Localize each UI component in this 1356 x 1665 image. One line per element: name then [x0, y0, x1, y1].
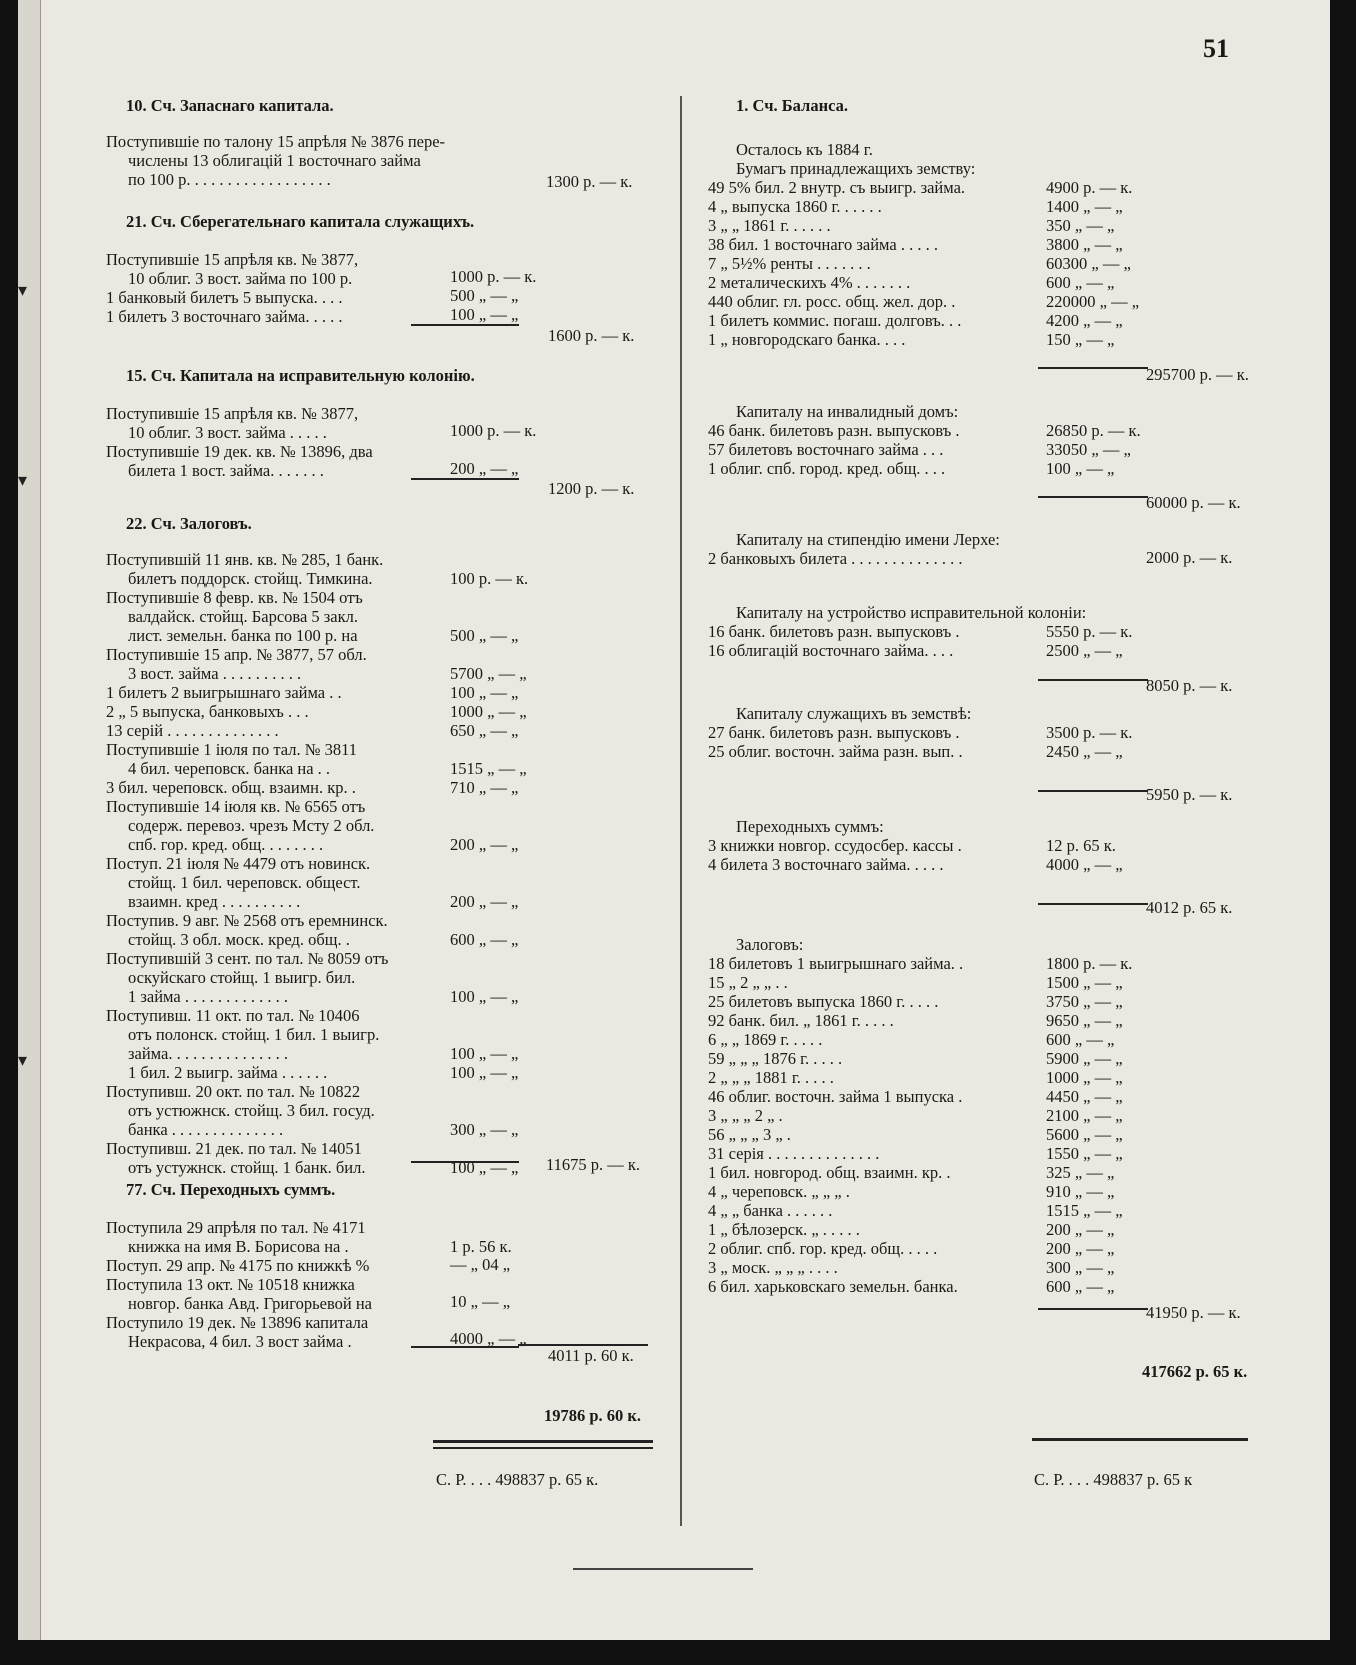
amount: 200 „ — „ [1046, 1239, 1115, 1258]
sum-rule [411, 1346, 519, 1348]
block-heading: Переходныхъ суммъ: [736, 817, 884, 836]
section-title: 77. Сч. Переходныхъ суммъ. [126, 1180, 336, 1199]
entry-line: 1 билетъ 2 выигрышнаго займа . . [106, 683, 342, 702]
amount: 1550 „ — „ [1046, 1144, 1123, 1163]
cr-line: С. Р. . . . 498837 р. 65 к. [436, 1470, 599, 1489]
amount: 500 „ — „ [450, 626, 519, 645]
amount: 100 р. — к. [450, 569, 529, 588]
amount: — „ 04 „ [450, 1255, 511, 1274]
amount: 9650 „ — „ [1046, 1011, 1123, 1030]
entry-line: Некрасова, 4 бил. 3 вост займа . [128, 1332, 352, 1351]
balance-row: 92 банк. бил. „ 1861 г. . . . . [708, 1011, 894, 1030]
entry-line: Поступ. 21 іюля № 4479 отъ новинск. [106, 854, 371, 873]
section-total: 1300 р. — к. [546, 172, 633, 191]
balance-row: 2 банковыхъ билета . . . . . . . . . . . . . . [708, 549, 963, 568]
entry-line: книжка на имя В. Борисова на . [128, 1237, 349, 1256]
block-total: 5950 р. — к. [1146, 785, 1233, 804]
entry-line: 10 облиг. 3 вост. займа по 100 р. [128, 269, 353, 288]
entry-line: 1 банковый билетъ 5 выпуска. . . . [106, 288, 343, 307]
sum-rule [518, 1344, 648, 1346]
amount: 200 „ — „ [450, 835, 519, 854]
entry-line: отъ полонск. стойщ. 1 бил. 1 выигр. [128, 1025, 380, 1044]
balance-row: 3 „ „ 1861 г. . . . . . [708, 216, 831, 235]
amount: 1800 р. — к. [1046, 954, 1133, 973]
amount: 1515 „ — „ [450, 759, 527, 778]
entry-line: числены 13 облигацій 1 восточнаго займа [128, 151, 421, 170]
entry-line: Поступила 29 апрѣля по тал. № 4171 [106, 1218, 366, 1237]
sum-rule [1038, 367, 1148, 369]
amount: 5600 „ — „ [1046, 1125, 1123, 1144]
entry-line: Поступившій 11 янв. кв. № 285, 1 банк. [106, 550, 384, 569]
entry-line: 3 бил. череповск. общ. взаимн. кр. . [106, 778, 356, 797]
footer-rule [573, 1568, 753, 1570]
amount: 1515 „ — „ [1046, 1201, 1123, 1220]
entry-line: займа. . . . . . . . . . . . . . . [128, 1044, 288, 1063]
amount: 710 „ — „ [450, 778, 519, 797]
entry-line: Поступ. 29 апр. № 4175 по книжкѣ % [106, 1256, 370, 1275]
entry-line: Поступившіе 15 апрѣля кв. № 3877, [106, 250, 359, 269]
amount: 4000 „ — „ [1046, 855, 1123, 874]
balance-row: 2 „ „ „ 1881 г. . . . . [708, 1068, 834, 1087]
section-total: 4011 р. 60 к. [548, 1346, 634, 1365]
sum-rule [1038, 679, 1148, 681]
entry-line: 13 серій . . . . . . . . . . . . . . [106, 721, 279, 740]
amount: 2450 „ — „ [1046, 742, 1123, 761]
block-heading: Осталось къ 1884 г. [736, 140, 873, 159]
balance-row: 46 облиг. восточн. займа 1 выпуска . [708, 1087, 963, 1106]
amount: 3750 „ — „ [1046, 992, 1123, 1011]
amount: 200 „ — „ [450, 892, 519, 911]
balance-row: 1 билетъ коммис. погаш. долговъ. . . [708, 311, 962, 330]
amount: 600 „ — „ [1046, 273, 1115, 292]
balance-row: 3 „ „ „ 2 „ . [708, 1106, 783, 1125]
entry-line: Поступивш. 11 окт. по тал. № 10406 [106, 1006, 360, 1025]
entry-line: по 100 р. . . . . . . . . . . . . . . . . . [128, 170, 331, 189]
cr-line: С. Р. . . . 498837 р. 65 к [1034, 1470, 1193, 1489]
entry-line: лист. земельн. банка по 100 р. на [128, 626, 358, 645]
amount: 3500 р. — к. [1046, 723, 1133, 742]
block-total: 8050 р. — к. [1146, 676, 1233, 695]
amount: 1000 р. — к. [450, 421, 537, 440]
entry-line: оскуйскаго стойщ. 1 выигр. бил. [128, 968, 356, 987]
amount: 300 „ — „ [1046, 1258, 1115, 1277]
sum-rule [433, 1440, 653, 1443]
binding-mark: ▾ [18, 280, 28, 300]
balance-row: 31 серія . . . . . . . . . . . . . . [708, 1144, 880, 1163]
amount: 2500 „ — „ [1046, 641, 1123, 660]
entry-line: содерж. перевоз. чрезъ Мсту 2 обл. [128, 816, 375, 835]
balance-row: 46 банк. билетовъ разн. выпусковъ . [708, 421, 960, 440]
block-heading: Бумагъ принадлежащихъ земству: [736, 159, 976, 178]
entry-line: 3 вост. займа . . . . . . . . . . [128, 664, 302, 683]
balance-row: 18 билетовъ 1 выигрышнаго займа. . [708, 954, 964, 973]
block-heading: Капиталу служащихъ въ земствѣ: [736, 704, 972, 723]
entry-line: 1 билетъ 3 восточнаго займа. . . . . [106, 307, 343, 326]
section-title: 10. Сч. Запаснаго капитала. [126, 96, 334, 115]
amount: 60300 „ — „ [1046, 254, 1131, 273]
entry-line: взаимн. кред . . . . . . . . . . [128, 892, 301, 911]
amount: 1400 „ — „ [1046, 197, 1123, 216]
block-heading: Капиталу на инвалидный домъ: [736, 402, 959, 421]
entry-line: Поступившіе 8 февр. кв. № 1504 отъ [106, 588, 363, 607]
entry-line: Поступило 19 дек. № 13896 капитала [106, 1313, 369, 1332]
entry-line: Поступила 13 окт. № 10518 книжка [106, 1275, 355, 1294]
entry-line: банка . . . . . . . . . . . . . . [128, 1120, 284, 1139]
section-title: 1. Сч. Баланса. [736, 96, 848, 115]
balance-row: 27 банк. билетовъ разн. выпусковъ . [708, 723, 960, 742]
amount: 4000 „ — „ [450, 1329, 527, 1348]
entry-line: отъ устужнск. стойщ. 1 банк. бил. [128, 1158, 366, 1177]
amount: 2100 „ — „ [1046, 1106, 1123, 1125]
amount: 910 „ — „ [1046, 1182, 1115, 1201]
entry-line: билета 1 вост. займа. . . . . . . [128, 461, 324, 480]
balance-row: 59 „ „ „ 1876 г. . . . . [708, 1049, 843, 1068]
amount: 26850 р. — к. [1046, 421, 1141, 440]
binding-mark: ▾ [18, 470, 28, 490]
binding-edge [18, 0, 41, 1640]
amount: 100 „ — „ [450, 683, 519, 702]
amount: 350 „ — „ [1046, 216, 1115, 235]
amount: 1500 „ — „ [1046, 973, 1123, 992]
entry-line: Поступивш. 20 окт. по тал. № 10822 [106, 1082, 361, 1101]
balance-row: 4 „ „ банка . . . . . . [708, 1201, 833, 1220]
entry-line: Поступив. 9 авг. № 2568 отъ еремнинск. [106, 911, 388, 930]
grand-total: 19786 р. 60 к. [544, 1406, 642, 1425]
entry-line: Поступившіе 19 дек. кв. № 13896, два [106, 442, 373, 461]
sum-rule [411, 1161, 519, 1163]
entry-line: Поступившіе 15 апр. № 3877, 57 обл. [106, 645, 367, 664]
amount: 1000 „ — „ [1046, 1068, 1123, 1087]
entry-line: новгор. банка Авд. Григорьевой на [128, 1294, 373, 1313]
section-total: 11675 р. — к. [546, 1155, 641, 1174]
amount: 100 „ — „ [1046, 459, 1115, 478]
amount: 220000 „ — „ [1046, 292, 1140, 311]
amount: 325 „ — „ [1046, 1163, 1115, 1182]
block-total: 295700 р. — к. [1146, 365, 1249, 384]
amount: 300 „ — „ [450, 1120, 519, 1139]
amount: 100 „ — „ [450, 1063, 519, 1082]
balance-row: 56 „ „ „ 3 „ . [708, 1125, 791, 1144]
amount: 100 „ — „ [450, 1158, 519, 1177]
amount: 150 „ — „ [1046, 330, 1115, 349]
entry-line: 10 облиг. 3 вост. займа . . . . . [128, 423, 327, 442]
sum-rule [433, 1447, 653, 1449]
sum-rule [411, 324, 519, 326]
section-title: 22. Сч. Залоговъ. [126, 514, 252, 533]
balance-row: 2 металическихъ 4% . . . . . . . [708, 273, 911, 292]
sum-rule [411, 478, 519, 480]
entry-line: Поступивш. 21 дек. по тал. № 14051 [106, 1139, 362, 1158]
block-total: 41950 р. — к. [1146, 1303, 1241, 1322]
entry-line: спб. гор. кред. общ. . . . . . . . [128, 835, 324, 854]
entry-line: стойщ. 3 обл. моск. кред. общ. . [128, 930, 350, 949]
amount: 5550 р. — к. [1046, 622, 1133, 641]
amount: 1000 р. — к. [450, 267, 537, 286]
balance-row: 49 5% бил. 2 внутр. съ выигр. займа. [708, 178, 966, 197]
balance-row: 1 бил. новгород. общ. взаимн. кр. . [708, 1163, 951, 1182]
balance-row: 440 облиг. гл. росс. общ. жел. дор. . [708, 292, 956, 311]
page [18, 0, 1330, 1640]
amount: 10 „ — „ [450, 1292, 511, 1311]
balance-row: 6 бил. харьковскаго земельн. банка. [708, 1277, 958, 1296]
entry-line: билетъ поддорск. стойщ. Тимкина. [128, 569, 373, 588]
block-heading: Залоговъ: [736, 935, 804, 954]
block-heading: Капиталу на стипендію имени Лерхе: [736, 530, 1000, 549]
balance-row: 3 книжки новгор. ссудосбер. кассы . [708, 836, 962, 855]
balance-row: 1 „ бѣлозерск. „ . . . . . [708, 1220, 860, 1239]
balance-row: 6 „ „ 1869 г. . . . . [708, 1030, 823, 1049]
sum-rule [1038, 790, 1148, 792]
amount: 4450 „ — „ [1046, 1087, 1123, 1106]
amount: 5700 „ — „ [450, 664, 527, 683]
balance-row: 38 бил. 1 восточнаго займа . . . . . [708, 235, 938, 254]
amount: 600 „ — „ [1046, 1030, 1115, 1049]
amount: 1 р. 56 к. [450, 1237, 512, 1256]
entry-line: 4 бил. череповск. банка на . . [128, 759, 331, 778]
sum-rule [1038, 1308, 1148, 1310]
sum-rule [1038, 903, 1148, 905]
entry-line: Поступившій 3 сент. по тал. № 8059 отъ [106, 949, 389, 968]
amount: 33050 „ — „ [1046, 440, 1131, 459]
block-heading: Капиталу на устройство исправительной колоніи: [736, 603, 1087, 622]
entry-line: 1 бил. 2 выигр. займа . . . . . . [128, 1063, 328, 1082]
binding-mark: ▾ [18, 1050, 28, 1070]
balance-row: 16 облигацій восточнаго займа. . . . [708, 641, 954, 660]
amount: 100 „ — „ [450, 987, 519, 1006]
section-title: 15. Сч. Капитала на исправительную колонію. [126, 366, 475, 385]
balance-row: 3 „ моск. „ „ „ . . . . [708, 1258, 838, 1277]
grand-total: 417662 р. 65 к. [1142, 1362, 1248, 1381]
entry-line: Поступившіе 15 апрѣля кв. № 3877, [106, 404, 359, 423]
amount: 500 „ — „ [450, 286, 519, 305]
amount: 4200 „ — „ [1046, 311, 1123, 330]
amount: 200 „ — „ [450, 459, 519, 478]
amount: 5900 „ — „ [1046, 1049, 1123, 1068]
sum-rule [1038, 496, 1148, 498]
block-total: 4012 р. 65 к. [1146, 898, 1233, 917]
amount: 1000 „ — „ [450, 702, 527, 721]
balance-row: 25 облиг. восточн. займа разн. вып. . [708, 742, 963, 761]
balance-row: 1 „ новгородскаго банка. . . . [708, 330, 906, 349]
entry-line: Поступившіе 14 іюля кв. № 6565 отъ [106, 797, 366, 816]
block-total: 2000 р. — к. [1146, 548, 1233, 567]
entry-line: валдайск. стойщ. Барсова 5 закл. [128, 607, 359, 626]
amount: 200 „ — „ [1046, 1220, 1115, 1239]
amount: 600 „ — „ [1046, 1277, 1115, 1296]
balance-row: 15 „ 2 „ „ . . [708, 973, 788, 992]
balance-row: 1 облиг. спб. город. кред. общ. . . . [708, 459, 946, 478]
amount: 4900 р. — к. [1046, 178, 1133, 197]
balance-row: 4 билета 3 восточнаго займа. . . . . [708, 855, 944, 874]
sum-rule [1032, 1438, 1248, 1441]
entry-line: отъ устюжнск. стойщ. 3 бил. госуд. [128, 1101, 375, 1120]
amount: 100 „ — „ [450, 305, 519, 324]
section-total: 1200 р. — к. [548, 479, 635, 498]
section-total: 1600 р. — к. [548, 326, 635, 345]
balance-row: 57 билетовъ восточнаго займа . . . [708, 440, 944, 459]
balance-row: 2 облиг. спб. гор. кред. общ. . . . . [708, 1239, 938, 1258]
balance-row: 16 банк. билетовъ разн. выпусковъ . [708, 622, 960, 641]
entry-line: 1 займа . . . . . . . . . . . . . [128, 987, 288, 1006]
entry-line: Поступившіе 1 іюля по тал. № 3811 [106, 740, 357, 759]
amount: 650 „ — „ [450, 721, 519, 740]
amount: 100 „ — „ [450, 1044, 519, 1063]
entry-line: 2 „ 5 выпуска, банковыхъ . . . [106, 702, 309, 721]
block-total: 60000 р. — к. [1146, 493, 1241, 512]
entry-line: стойщ. 1 бил. череповск. общест. [128, 873, 361, 892]
balance-row: 25 билетовъ выпуска 1860 г. . . . . [708, 992, 939, 1011]
column-divider [680, 96, 682, 1526]
amount: 12 р. 65 к. [1046, 836, 1116, 855]
page-number: 51 [1203, 34, 1229, 63]
balance-row: 4 „ выпуска 1860 г. . . . . . [708, 197, 882, 216]
balance-row: 4 „ череповск. „ „ „ . [708, 1182, 850, 1201]
amount: 600 „ — „ [450, 930, 519, 949]
section-title: 21. Сч. Сберегательнаго капитала служащихъ. [126, 212, 475, 231]
amount: 3800 „ — „ [1046, 235, 1123, 254]
entry-line: Поступившіе по талону 15 апрѣля № 3876 пере- [106, 132, 446, 151]
balance-row: 7 „ 5½% ренты . . . . . . . [708, 254, 871, 273]
